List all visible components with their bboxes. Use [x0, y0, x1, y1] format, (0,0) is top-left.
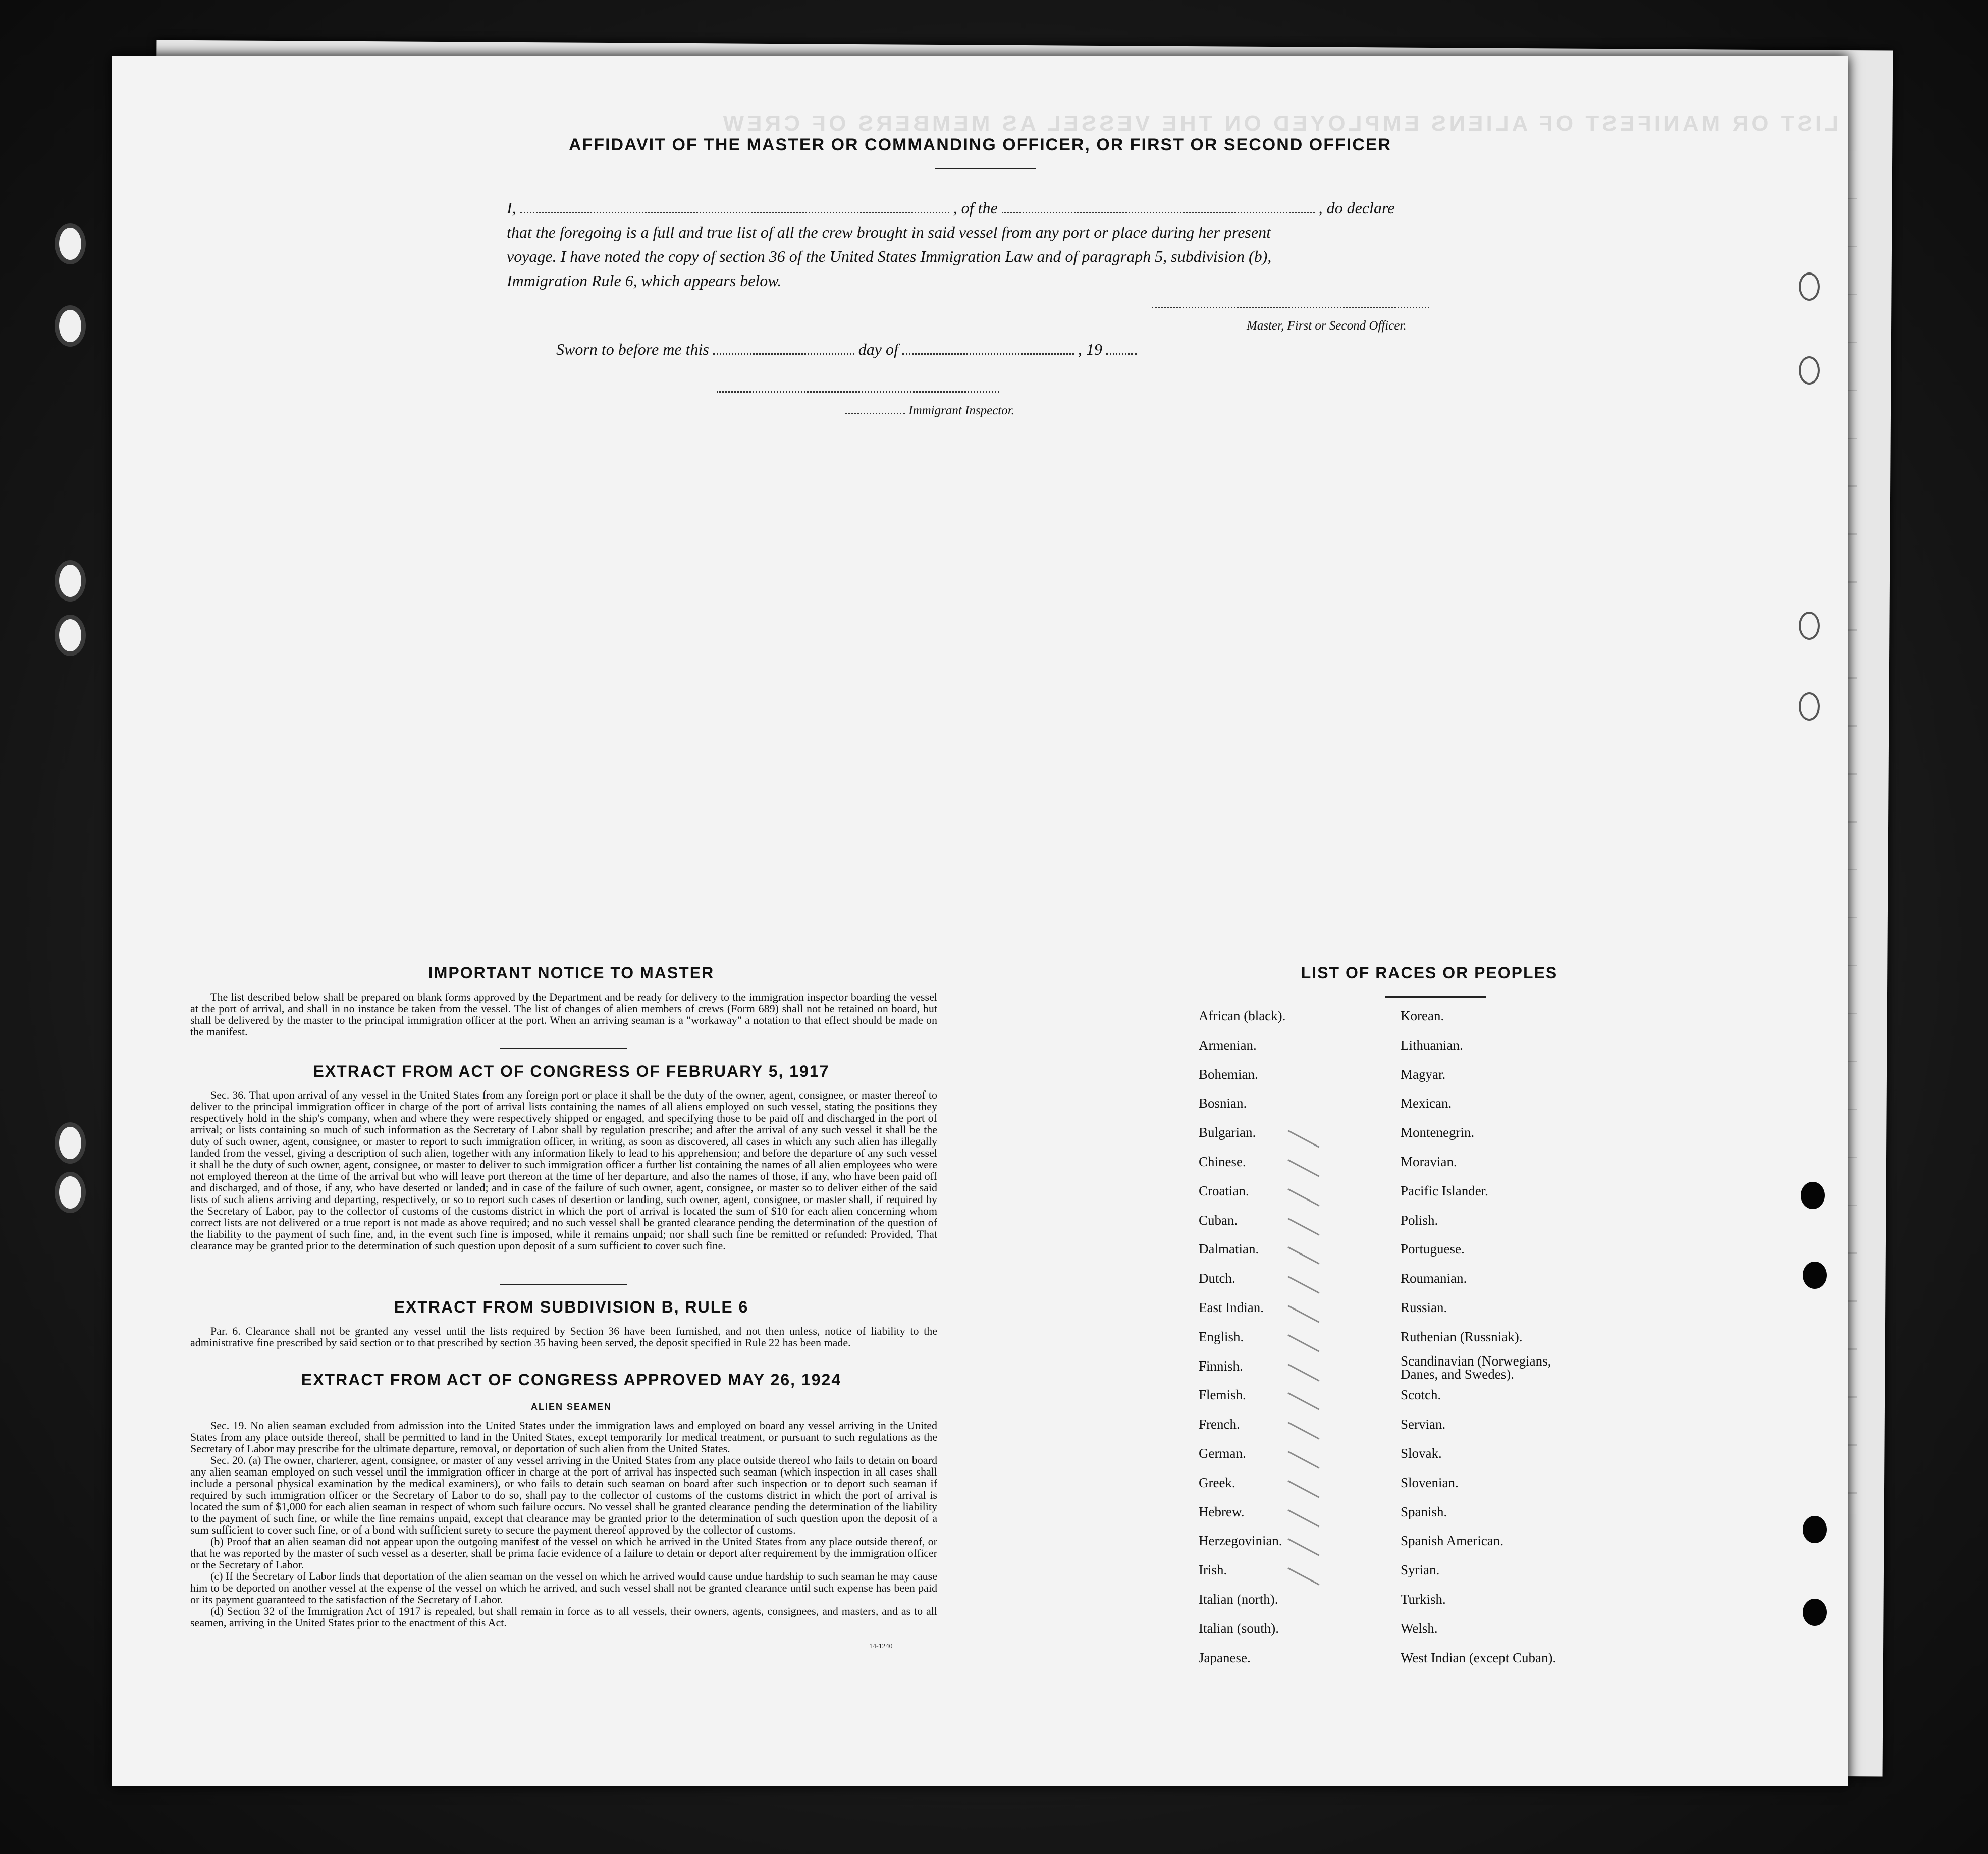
declaration-line-1 [507, 196, 1587, 220]
rule-6-body: Par. 6. Clearance shall not be granted any vessel until the lists required by Section 36 have been furnished, and not then unless, notice of liability to the administrative fine prescribed by said section or to that prescribed by section 35 having been served, the deposit specified in Rule 22 has been made. [190, 1325, 937, 1349]
race-entry: Spanish. [1401, 1504, 1447, 1519]
notice-rule [500, 1048, 627, 1049]
sworn-day-field[interactable] [713, 353, 854, 355]
race-entry: Irish. [1199, 1562, 1227, 1577]
sec-20c-text: (c) If the Secretary of Labor finds that deportation of the alien seaman on the vessel on which he arrived would cause undue hardship to such seaman he may cause him to be deported on another vessel at the expense of the vessel on which he arrived, and such vessel shall not be granted clearance until such expense has been paid or its payment guaranteed to the satisfaction of the Secretary of Labor. [190, 1570, 937, 1606]
races-title-rule [1385, 996, 1486, 998]
race-entry: Italian (south). [1199, 1621, 1279, 1636]
sec-20a-text: Sec. 20. (a) The owner, charterer, agent, consignee, or master of any vessel arriving in the United States from any place outside thereof who fails to detain on board any alien seaman employed on such vessel until the immigration officer in charge at the port of arrival has inspected such seaman (which inspection in all cases shall include a personal physical examination by the medical examiners), or who fails to detain such seaman on board after such inspection or to deport such seaman if required by such immigration officer or the Secretary of Labor to do so, shall pay to the collector of customs of the customs district in which the port of arrival is located the sum of $1,000 for each alien seaman in respect of whom such failure occurs. No vessel shall be granted clearance pending the determination of the liability to the payment of such fine, or while the fine remains unpaid, except that clearance may be granted prior to the determination of such question upon the deposit of a sum sufficient to cover such fine, or of a bond with sufficient surety to secure the payment thereof approved by the collector of customs. [190, 1454, 937, 1536]
race-entry: Mexican. [1401, 1096, 1452, 1111]
race-entry: Welsh. [1401, 1621, 1438, 1636]
day-of-label: day of [858, 340, 898, 358]
race-entry: Turkish. [1401, 1592, 1446, 1607]
binder-hole [55, 305, 86, 347]
race-entry: Moravian. [1401, 1154, 1457, 1169]
declarant-name-field[interactable] [520, 212, 949, 213]
race-entry: Lithuanian. [1401, 1038, 1463, 1053]
punch-hole [1803, 1262, 1827, 1289]
sworn-year-field[interactable] [1106, 353, 1137, 355]
extract-1917-title: EXTRACT FROM ACT OF CONGRESS OF FEBRUARY 5, 1917 [313, 1062, 830, 1080]
sec-20d-text: (d) Section 32 of the Immigration Act of 1917 is repealed, but shall remain in force as to all vessels, their owners, agents, consignees, and masters, and as to all seamen, arriving in the United States prior to the enactment of this Act. [190, 1605, 937, 1629]
race-entry: Cuban. [1199, 1213, 1238, 1228]
race-entry: Dalmatian. [1199, 1241, 1259, 1257]
declarant-prefix: I, [507, 199, 516, 217]
race-entry: Russian. [1401, 1300, 1447, 1315]
master-signature-label: Master, First or Second Officer. [1247, 319, 1407, 333]
race-entry: German. [1199, 1446, 1246, 1461]
sec-20b-text: (b) Proof that an alien seaman did not appear upon the outgoing manifest of the vessel on which he arrived in the United States from any place outside thereof, or that he was reported by the master of such vessel as a deserter, shall be prima facie evidence of a failure to detain or deport after requirement by the immigration officer or the Secretary of Labor. [190, 1535, 937, 1571]
declaration-line-3: voyage. I have noted the copy of section 36 of the United States Immigration Law and of paragraph 5, subdivision (b), [507, 247, 1272, 265]
declaration-line-2: that the foregoing is a full and true list of all the crew brought in said vessel from any port or place during her present [507, 223, 1271, 241]
notice-title: IMPORTANT NOTICE TO MASTER [428, 964, 715, 982]
races-title: LIST OF RACES OR PEOPLES [1301, 964, 1558, 982]
form-number: 14-1240 [869, 1643, 893, 1650]
binder-hole [55, 223, 86, 264]
of-the-label: , of the [953, 199, 998, 217]
race-entry: Scandinavian (Norwegians, Danes, and Swedes). [1401, 1353, 1551, 1382]
race-entry: English. [1199, 1329, 1244, 1344]
inspector-signature-field[interactable] [717, 391, 999, 393]
race-entry: Portuguese. [1401, 1241, 1465, 1257]
race-entry: Armenian. [1199, 1038, 1257, 1053]
race-entry: Pacific Islander. [1401, 1183, 1488, 1198]
punch-hole [1803, 1599, 1827, 1626]
inspector-dots [845, 413, 905, 414]
race-entry: African (black). [1199, 1008, 1286, 1023]
race-entry: West Indian (except Cuban). [1401, 1650, 1556, 1665]
race-entry: Scotch. [1401, 1387, 1441, 1402]
declaration-line-4: Immigration Rule 6, which appears below. [507, 271, 782, 290]
punch-hole [1799, 612, 1820, 640]
race-entry: Roumanian. [1401, 1271, 1467, 1286]
punch-hole [1799, 272, 1820, 301]
rule-6-title: EXTRACT FROM SUBDIVISION B, RULE 6 [394, 1298, 749, 1316]
do-declare-label: , do declare [1318, 199, 1395, 217]
affidavit-declaration [507, 196, 1587, 293]
race-entry: Hebrew. [1199, 1504, 1245, 1519]
punch-hole [1799, 356, 1820, 385]
race-entry: Bosnian. [1199, 1096, 1247, 1111]
master-signature-field[interactable] [1152, 307, 1429, 308]
race-entry: Greek. [1199, 1475, 1235, 1490]
race-entry: Herzegovinian. [1199, 1533, 1282, 1548]
inspector-label: Immigrant Inspector. [908, 404, 1014, 417]
races-right-column [1401, 1008, 1613, 1665]
race-entry: Syrian. [1401, 1562, 1440, 1577]
race-entry: Magyar. [1401, 1067, 1446, 1082]
race-entry: Dutch. [1199, 1271, 1235, 1286]
race-entry: Montenegrin. [1401, 1125, 1475, 1140]
punch-hole [1799, 692, 1820, 721]
vessel-name-field[interactable] [1002, 212, 1315, 213]
bleed-through-header: LIST OR MANIFEST OF ALIENS EMPLOYED ON THE VESSEL AS MEMBERS OF CREW [720, 111, 1838, 136]
race-entry: Flemish. [1199, 1387, 1246, 1402]
race-entry: Japanese. [1199, 1650, 1251, 1665]
affidavit-title: AFFIDAVIT OF THE MASTER OR COMMANDING OFFICER, OR FIRST OR SECOND OFFICER [569, 135, 1391, 154]
race-entry: Ruthenian (Russniak). [1401, 1329, 1523, 1344]
race-entry: Finnish. [1199, 1358, 1243, 1374]
punch-hole [1801, 1182, 1825, 1209]
year-prefix-label: , 19 [1078, 340, 1102, 358]
race-entry: French. [1199, 1416, 1240, 1432]
punch-hole [1803, 1516, 1827, 1543]
race-entry: Korean. [1401, 1008, 1444, 1023]
sworn-label: Sworn to before me this [556, 340, 709, 358]
race-entry: Croatian. [1199, 1183, 1249, 1198]
race-entry: Slovenian. [1401, 1475, 1459, 1490]
sworn-month-field[interactable] [902, 353, 1074, 355]
inspector-line [845, 404, 1014, 418]
sworn-line [556, 340, 1137, 359]
race-entry: Chinese. [1199, 1154, 1246, 1169]
binder-hole [55, 615, 86, 656]
race-entry: Slovak. [1401, 1446, 1442, 1461]
binder-hole [55, 1122, 86, 1164]
extract-1924-subtitle: ALIEN SEAMEN [530, 1402, 612, 1412]
race-entry: Servian. [1401, 1416, 1446, 1432]
race-entry: East Indian. [1199, 1300, 1264, 1315]
binder-hole [55, 560, 86, 602]
race-entry: Italian (north). [1199, 1592, 1278, 1607]
race-entry: Bulgarian. [1199, 1125, 1256, 1140]
race-entry: Spanish American. [1401, 1533, 1503, 1548]
race-entry: Bohemian. [1199, 1067, 1258, 1082]
form-sheet [112, 56, 1848, 1786]
affidavit-title-rule [935, 168, 1036, 169]
race-entry: Polish. [1401, 1213, 1438, 1228]
notice-body: The list described below shall be prepared on blank forms approved by the Department and be ready for delivery to the immigration inspector boarding the vessel at the port of arrival, and shall in no instance be taken from the vessel. The list of changes of alien members of crews (Form 689) shall not be retained on board, but shall be delivered by the master to the principal immigration officer at the port. When an arriving seaman is a "workaway" a notation to that effect should be made on the manifest. [190, 991, 937, 1038]
extract-1917-body: Sec. 36. That upon arrival of any vessel in the United States from any foreign port or place it shall be the duty of the owner, agent, consignee, or master thereof to deliver to the principal immigration officer in charge of the port of arrival lists containing the names of all aliens employed on such vessel, stating the positions they respectively hold in the ship's company, when and where they were respectively shipped or engaged, and specifying those to be paid off and discharged in the port of arrival; or lists containing so much of such information as the Secretary of Labor shall by regulation prescribe; and after the arrival of any such vessel it shall be the duty of such owner, agent, consignee, or master to report to such immigration officer, in writing, as soon as discovered, all cases in which any such alien has illegally landed from the vessel, giving a description of such alien, together with any information likely to lead to his apprehension; and before the departure of any such vessel it shall be the duty of such owner, agent, consignee, or master to deliver to such immigration officer a further list containing the names of all alien employees who were not employed thereon at the time of the arrival but who will leave port thereon at the time of her departure, and also the names of those, if any, who have been paid off and discharged, and of those, if any, who have deserted or landed; and in case of the failure of such owner, agent, consignee, or master so to deliver either of the said lists of such aliens arriving and departing, respectively, or so to report such cases of desertion or landing, such owner, agent, consignee, or master shall, if required by the Secretary of Labor, pay to the collector of customs of the customs district in which the port of arrival is located the sum of $10 for each alien concerning whom correct lists are not delivered or a true report is not made as above required; and no such vessel shall be granted clearance pending the determination of the question of the liability to the payment of such fine, and, in the event such fine is imposed, while it remains unpaid; nor shall such fine be remitted or refunded: Provided, That clearance may be granted prior to the determination of such question upon deposit of a sum sufficient to cover such fine. [190, 1088, 937, 1252]
sec-19-text: Sec. 19. No alien seaman excluded from admission into the United States under the immigration laws and employed on board any vessel arriving in the United States from any place outside thereof, shall be permitted to land in the United States, except temporarily for medical treatment, or pursuant to such regulations as the Secretary of Labor may prescribe for the ultimate departure, removal, or deportation of such alien from the United States. [190, 1419, 937, 1455]
extract-1924-title: EXTRACT FROM ACT OF CONGRESS APPROVED MAY 26, 1924 [301, 1371, 842, 1389]
extract-1924-body [190, 1420, 937, 1628]
extract-1917-rule [500, 1284, 627, 1285]
binder-hole [55, 1172, 86, 1213]
